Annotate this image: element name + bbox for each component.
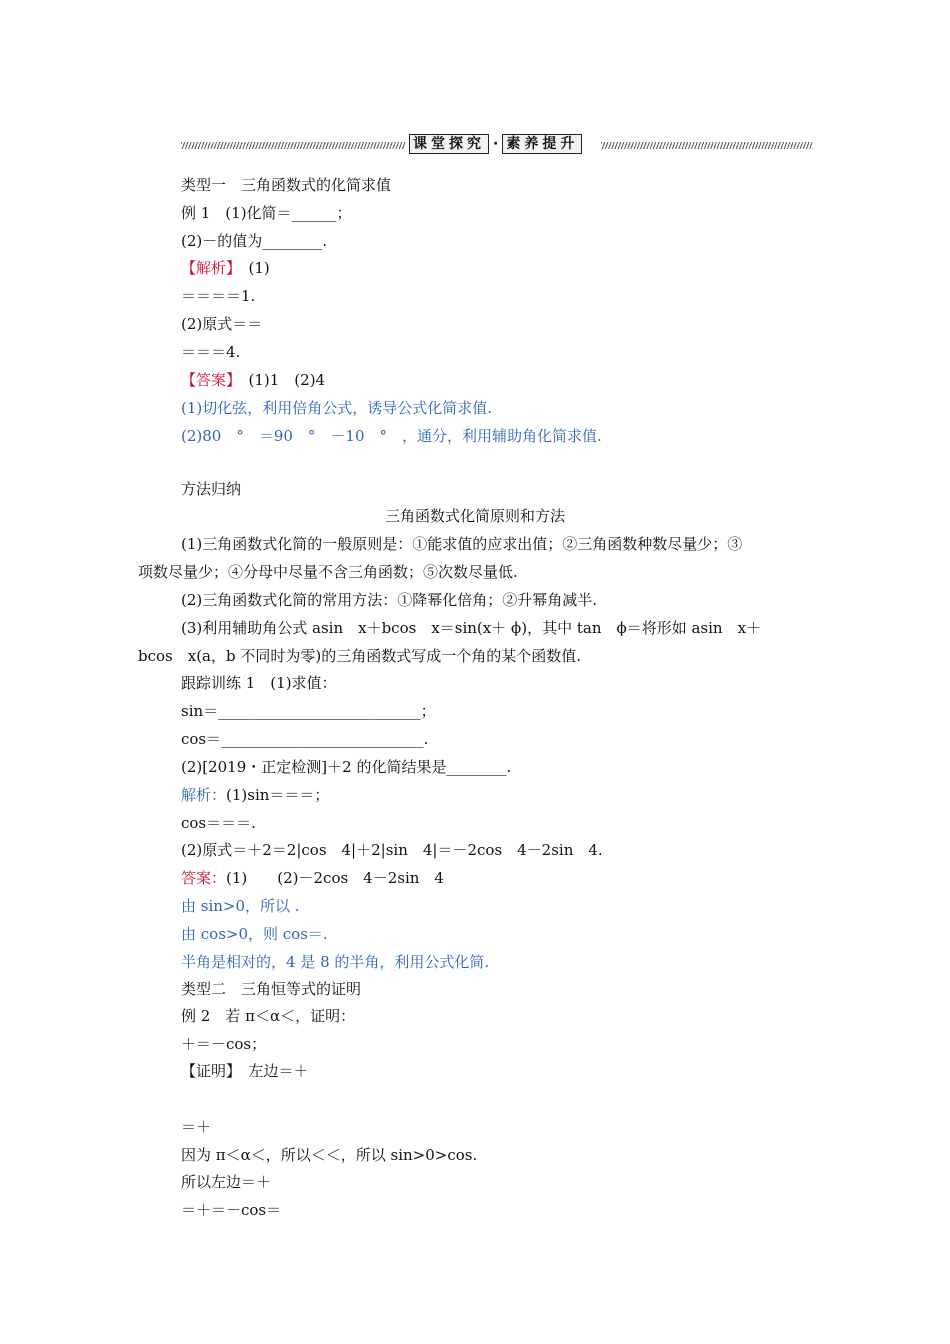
heading-type-two: 类型二 三角恒等式的证明 <box>181 980 362 998</box>
hint-line: (1)切化弦，利用倍角公式，诱导公式化简求值. <box>181 399 493 417</box>
practice-heading: 跟踪训练 1 (1)求值： <box>181 674 337 692</box>
equation-line: (2)原式＝＋2＝2|cos 4|＋2|sin 4|＝－2cos 4－2sin 4. <box>181 841 603 859</box>
proof-label: 【证明】 <box>181 1062 234 1080</box>
equation-line: (2)原式＝＝ <box>181 315 263 333</box>
answer-text: (1)1 (2)4 <box>233 371 326 389</box>
proof-line: ＝＋＝－cos＝ <box>181 1201 282 1219</box>
analysis-text: (1) <box>248 259 270 277</box>
analysis-line <box>181 258 270 278</box>
answer-line <box>181 370 325 390</box>
banner-hatch-left <box>181 142 405 149</box>
practice-analysis-line <box>181 785 329 805</box>
proof-line <box>181 1061 309 1081</box>
heading-type-one: 类型一 三角函数式的化简求值 <box>181 176 392 194</box>
equation-line: ＝＝＝4. <box>181 343 241 361</box>
example-2-line: ＋＝－cos； <box>181 1035 267 1053</box>
equation-line: cos＝＝＝. <box>181 814 256 832</box>
practice-cos-blank: cos＝___________________________. <box>181 730 429 748</box>
equation-line: ＝＝＝＝1. <box>181 287 256 305</box>
practice-answer-text: (1) (2)－2cos 4－2sin 4 <box>226 869 444 887</box>
hint-line: 半角是相对的，4 是 8 的半角，利用公式化简. <box>181 953 490 971</box>
practice-answer-label: 答案： <box>181 869 227 887</box>
section-banner <box>181 134 813 156</box>
practice-analysis-label: 解析： <box>181 786 227 804</box>
proof-line: 所以左边＝＋ <box>181 1173 272 1191</box>
practice-part-2: (2)[2019・正定检测]＋2 的化简结果是________. <box>181 758 512 776</box>
method-title: 三角函数式化简原则和方法 <box>384 507 565 525</box>
hint-line: 由 cos>0，则 cos＝. <box>181 925 328 943</box>
hint-line: (2)80 ° ＝90 ° －10 ° ，通分，利用辅助角化简求值. <box>181 427 602 445</box>
example-1-part-1: 例 1 (1)化简＝______； <box>181 204 352 222</box>
method-heading: 方法归纳 <box>181 480 242 498</box>
banner-hatch-right <box>601 142 813 149</box>
example-1-part-2: (2)－的值为________. <box>181 232 328 250</box>
proof-line: ＝＋ <box>181 1118 212 1136</box>
proof-text: 左边＝＋ <box>233 1062 309 1080</box>
proof-line: 因为 π＜α＜，所以＜＜，所以 sin>0>cos. <box>181 1146 478 1164</box>
method-paragraph-line: 项数尽量少；④分母中尽量不含三角函数；⑤次数尽量低. <box>138 563 518 581</box>
method-paragraph-line: (2)三角函数式化简的常用方法：①降幂化倍角；②升幂角减半. <box>181 591 598 609</box>
example-2-line: 例 2 若 π＜α＜，证明： <box>181 1007 356 1025</box>
answer-label: 【答案】 <box>181 371 234 389</box>
banner-left-text: 课堂探究 <box>409 134 489 154</box>
method-paragraph-line: (1)三角函数式化简的一般原则是：①能求值的应求出值；②三角函数种数尽量少；③ <box>181 535 743 553</box>
banner-right-text: 素养提升 <box>502 134 582 154</box>
method-paragraph-line: bcos x(a，b 不同时为零)的三角函数式写成一个角的某个函数值. <box>138 647 581 665</box>
banner-dot: · <box>493 136 499 152</box>
method-paragraph-line: (3)利用辅助角公式 asin x＋bcos x＝sin(x＋ ϕ)，其中 tan ϕ＝将形如 asin x＋ <box>181 619 762 637</box>
practice-analysis-text: (1)sin＝＝＝； <box>226 786 330 804</box>
banner-tag <box>409 134 582 154</box>
analysis-label: 【解析】 <box>181 259 234 277</box>
hint-line: 由 sin>0，所以 . <box>181 897 300 915</box>
practice-sin-blank: sin＝___________________________； <box>181 702 436 720</box>
practice-answer-line <box>181 868 444 888</box>
